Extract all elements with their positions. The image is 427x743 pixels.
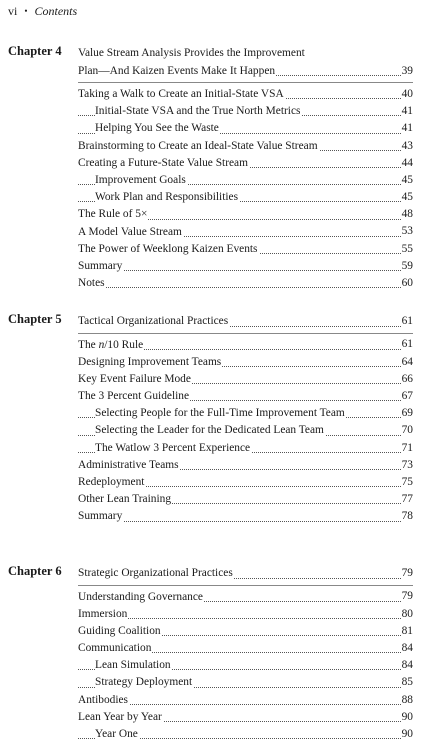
entry-title: Immersion: [78, 607, 128, 620]
chapter-title-line1: Value Stream Analysis Provides the Improvement: [78, 47, 305, 59]
page-ref: 70: [401, 422, 413, 439]
chapter-title: Tactical Organizational Practices: [78, 315, 229, 327]
page-ref: 77: [401, 491, 413, 508]
toc-entry[interactable]: [78, 589, 413, 606]
toc-entry[interactable]: [78, 388, 413, 405]
page-ref: 90: [401, 726, 413, 743]
toc-entry[interactable]: [78, 241, 413, 258]
chapter-entries: [78, 564, 413, 743]
entry-title: Lean Year by Year: [78, 710, 162, 723]
toc-subentry[interactable]: [78, 422, 413, 439]
entry-title: Taking a Walk to Create an Initial-State VSA: [78, 88, 284, 100]
toc-entry[interactable]: [78, 275, 413, 292]
entry-title: Creating a Future-State Value Stream: [78, 156, 248, 169]
page-ref: 84: [401, 657, 413, 674]
entry-title: Antibodies: [78, 693, 128, 706]
page-ref: 59: [401, 258, 413, 275]
page-ref: 53: [401, 224, 413, 241]
toc-entry[interactable]: [78, 258, 413, 275]
toc-entry[interactable]: [78, 640, 413, 657]
entry-title: Other Lean Training: [78, 493, 172, 506]
entry-title: Summary: [78, 510, 123, 523]
page-ref: 45: [401, 189, 413, 206]
toc-entry[interactable]: [78, 606, 413, 623]
page-ref: 79: [401, 564, 413, 583]
page-ref: 80: [401, 606, 413, 623]
page-ref: 67: [401, 388, 413, 405]
toc-entry[interactable]: [78, 371, 413, 388]
page-ref: 48: [401, 206, 413, 223]
toc-entry[interactable]: [78, 623, 413, 640]
toc-subentry[interactable]: [78, 120, 413, 137]
chapter-entries: [78, 44, 413, 292]
chapter-label: Chapter 6: [8, 564, 62, 578]
dot-leader: [78, 287, 413, 288]
toc-subentry[interactable]: [78, 172, 413, 189]
entry-title: Year One: [95, 728, 138, 740]
entry-title: Improvement Goals: [95, 173, 186, 186]
page-ref: 73: [401, 457, 413, 474]
chapter-title-entry[interactable]: [78, 44, 413, 80]
toc-entry[interactable]: [78, 508, 413, 525]
entry-title: Selecting the Leader for the Dedicated Lean Team: [95, 424, 324, 437]
toc-entry[interactable]: [78, 491, 413, 508]
chapter-label: Chapter 4: [8, 44, 62, 58]
entry-title: The Watlow 3 Percent Experience: [95, 441, 251, 454]
page-ref: 39: [401, 62, 413, 80]
page-ref: 40: [401, 86, 413, 103]
toc-entry[interactable]: [78, 692, 413, 709]
page-ref: 71: [401, 440, 413, 457]
entry-title: The Power of Weeklong Kaizen Events: [78, 242, 258, 255]
toc-entry[interactable]: [78, 138, 413, 155]
page-ref: 61: [401, 337, 413, 354]
entry-title: Redeployment: [78, 476, 145, 488]
toc-entry[interactable]: [78, 155, 413, 172]
chapter-title: Strategic Organizational Practices: [78, 567, 233, 579]
toc-entry[interactable]: [78, 224, 413, 241]
chapter-rule: [78, 585, 413, 586]
entry-title: Administrative Teams: [78, 458, 179, 471]
page-ref: 66: [401, 371, 413, 388]
toc-entry[interactable]: [78, 337, 413, 354]
entry-title: Understanding Governance: [78, 590, 203, 603]
chapter-rule: [78, 82, 413, 83]
toc-subentry[interactable]: [78, 726, 413, 743]
entry-title: The 3 Percent Guideline: [78, 390, 190, 403]
entry-title: Brainstorming to Create an Ideal-State Value Stream: [78, 139, 318, 152]
page-ref: 81: [401, 623, 413, 640]
entry-title: Guiding Coalition: [78, 624, 161, 637]
toc-subentry[interactable]: [78, 657, 413, 674]
page-ref: 64: [401, 354, 413, 371]
page-ref: 44: [401, 155, 413, 172]
chapter-title-entry[interactable]: [78, 312, 413, 331]
page-ref: 41: [401, 120, 413, 137]
entry-title: Designing Improvement Teams: [78, 355, 222, 368]
header-separator: •: [24, 6, 28, 16]
entry-title: Strategy Deployment: [95, 676, 193, 689]
entry-title: Lean Simulation: [95, 659, 171, 672]
header-title: Contents: [34, 4, 78, 18]
chapter-title-line2: Plan—And Kaizen Events Make It Happen: [78, 65, 276, 77]
page-ref: 78: [401, 508, 413, 525]
toc-entry[interactable]: [78, 474, 413, 491]
page-ref: 55: [401, 241, 413, 258]
page-ref: 79: [401, 589, 413, 606]
page-ref: 41: [401, 103, 413, 120]
entry-title: Summary: [78, 259, 123, 272]
chapter-rule: [78, 333, 413, 334]
page-ref: 84: [401, 640, 413, 657]
toc-entry[interactable]: [78, 86, 413, 103]
toc-entry[interactable]: [78, 206, 413, 223]
entry-title: Communication: [78, 642, 152, 655]
entry-title: Initial-State VSA and the True North Metrics: [95, 105, 301, 118]
page-ref: 88: [401, 692, 413, 709]
chapter-entries: [78, 312, 413, 526]
toc-subentry[interactable]: [78, 189, 413, 206]
toc-subentry[interactable]: [78, 103, 413, 120]
chapter-label: Chapter 5: [8, 312, 62, 326]
chapter-title-entry[interactable]: [78, 564, 413, 583]
toc-subentry[interactable]: [78, 440, 413, 457]
toc-subentry[interactable]: [78, 674, 413, 691]
toc-entry[interactable]: [78, 457, 413, 474]
toc-subentry[interactable]: [78, 405, 413, 422]
entry-title: Key Event Failure Mode: [78, 372, 191, 385]
page-ref: 45: [401, 172, 413, 189]
entry-title: Helping You See the Waste: [95, 122, 219, 135]
page-ref: 60: [401, 275, 413, 292]
page-ref: 85: [401, 674, 413, 691]
dot-leader: [78, 618, 413, 619]
entry-title: The n/10 Rule: [78, 338, 144, 351]
toc-entry[interactable]: [78, 354, 413, 371]
page-ref: 69: [401, 405, 413, 422]
dot-leader: [78, 521, 413, 522]
page-ref: 90: [401, 709, 413, 726]
toc-entry[interactable]: [78, 709, 413, 726]
page-number: vi: [8, 4, 18, 18]
entry-title: Selecting People for the Full-Time Improvement Team: [95, 407, 345, 420]
entry-title: The Rule of 5×: [78, 208, 148, 221]
dot-leader: [78, 270, 413, 271]
page-ref: 75: [401, 474, 413, 491]
running-header: [8, 4, 77, 19]
entry-title: Notes: [78, 277, 105, 290]
entry-title: A Model Value Stream: [78, 225, 182, 238]
entry-title: Work Plan and Responsibilities: [95, 191, 239, 204]
page-ref: 61: [401, 312, 413, 331]
page-ref: 43: [401, 138, 413, 155]
